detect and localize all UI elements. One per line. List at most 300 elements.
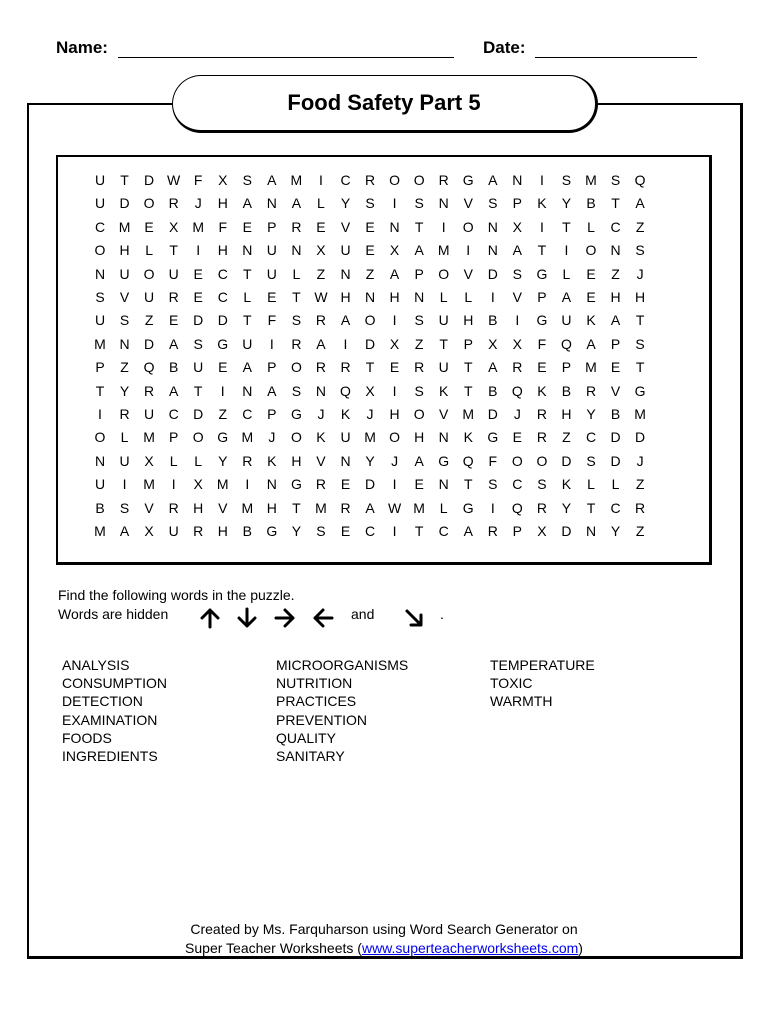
grid-letter: M	[143, 429, 155, 446]
grid-letter: T	[365, 359, 375, 376]
grid-letter: V	[463, 195, 473, 212]
grid-letter: F	[537, 335, 547, 352]
grid-letter: Z	[611, 265, 620, 282]
grid-letter: M	[364, 429, 376, 446]
word-list-item: SANITARY	[276, 748, 345, 765]
grid-letter: N	[438, 195, 449, 212]
grid-letter: I	[539, 218, 544, 235]
grid-letter: H	[119, 242, 130, 259]
grid-letter: U	[168, 523, 179, 539]
grid-letter: X	[512, 335, 523, 352]
grid-letter: C	[512, 476, 523, 493]
grid-letter: E	[242, 218, 252, 235]
grid-letter: N	[291, 242, 302, 259]
grid-letter: V	[119, 289, 130, 305]
grid-letter: L	[562, 265, 571, 282]
grid-letter: T	[292, 289, 301, 305]
grid-letter: O	[364, 312, 376, 329]
grid-letter: A	[561, 289, 572, 305]
grid-letter: X	[512, 218, 523, 235]
grid-letter: R	[512, 359, 523, 376]
grid-letter: U	[266, 242, 277, 259]
grid-letter: I	[171, 476, 176, 493]
grid-letter: E	[537, 359, 547, 376]
grid-letter: Y	[586, 406, 596, 422]
grid-letter: W	[314, 289, 328, 305]
grid-letter: V	[218, 499, 228, 516]
grid-letter: E	[316, 218, 326, 235]
grid-letter: S	[316, 523, 326, 539]
grid-letter: Y	[365, 452, 375, 469]
grid-letter: N	[242, 242, 253, 259]
footer-source	[0, 940, 768, 956]
grid-letter: G	[290, 406, 302, 422]
grid-letter: I	[245, 476, 250, 493]
grid-letter: R	[536, 429, 547, 446]
grid-letter: M	[437, 242, 450, 259]
grid-letter: H	[610, 289, 621, 305]
grid-letter: H	[217, 195, 228, 212]
grid-letter: R	[315, 476, 326, 493]
grid-letter: T	[169, 242, 178, 259]
grid-letter: P	[414, 265, 424, 282]
grid-letter: D	[119, 195, 130, 212]
grid-letter: N	[438, 476, 449, 493]
grid-letter: V	[144, 499, 154, 516]
grid-letter: H	[217, 242, 228, 259]
grid-letter: X	[365, 382, 375, 399]
grid-letter: S	[95, 289, 105, 305]
grid-letter: J	[366, 406, 374, 422]
grid-letter: R	[536, 499, 547, 516]
grid-letter: R	[315, 312, 326, 329]
grid-letter: H	[193, 499, 204, 516]
grid-letter: O	[511, 452, 523, 469]
grid-letter: S	[586, 452, 596, 469]
word-search-grid-box	[56, 155, 712, 565]
grid-letter: D	[487, 265, 498, 282]
grid-letter: V	[439, 406, 449, 422]
grid-letter: K	[316, 429, 326, 446]
grid-letter: B	[561, 382, 572, 399]
grid-letter: Y	[119, 382, 130, 399]
grid-letter: T	[243, 265, 252, 282]
grid-letter: O	[585, 242, 597, 259]
grid-letter: R	[438, 172, 449, 188]
grid-letter: M	[634, 406, 646, 422]
instructions-line1: Find the following words in the puzzle.	[58, 587, 295, 603]
grid-letter: I	[318, 172, 323, 188]
grid-letter: I	[98, 406, 102, 422]
grid-letter: U	[144, 289, 155, 305]
word-list-item: TEMPERATURE	[490, 657, 595, 673]
grid-letter: C	[242, 406, 253, 422]
grid-letter: S	[291, 312, 302, 329]
grid-letter: R	[193, 523, 204, 539]
grid-letter: K	[463, 429, 473, 446]
grid-letter: E	[193, 265, 203, 282]
grid-letter: J	[391, 452, 399, 469]
grid-letter: I	[490, 499, 495, 516]
grid-letter: K	[537, 382, 547, 399]
grid-letter: H	[217, 523, 228, 539]
grid-letter: H	[561, 406, 572, 422]
grid-letter: N	[94, 452, 106, 469]
grid-letter: E	[365, 218, 375, 235]
grid-letter: R	[168, 195, 179, 212]
instructions-and: and	[351, 606, 375, 622]
grid-letter: F	[193, 172, 203, 188]
grid-letter: N	[242, 382, 253, 399]
grid-letter: V	[316, 452, 326, 469]
grid-letter: M	[94, 335, 106, 352]
grid-letter: D	[144, 335, 155, 352]
grid-letter: T	[463, 359, 473, 376]
word-list-item: PRACTICES	[276, 693, 357, 710]
date-field[interactable]	[535, 57, 697, 58]
grid-letter: T	[414, 523, 424, 539]
grid-letter: M	[585, 172, 597, 188]
grid-letter: O	[389, 429, 401, 446]
grid-letter: U	[193, 359, 204, 376]
grid-letter: X	[537, 523, 547, 539]
grid-letter: N	[414, 289, 425, 305]
grid-letter: E	[168, 312, 179, 329]
grid-letter: U	[94, 312, 106, 329]
grid-letter: U	[438, 312, 449, 329]
grid-letter: L	[611, 476, 620, 493]
name-field[interactable]	[118, 57, 454, 58]
grid-letter: N	[487, 218, 498, 235]
grid-letter: U	[94, 195, 106, 212]
grid-letter: I	[466, 242, 471, 259]
grid-letter: Z	[365, 265, 375, 282]
grid-letter: L	[317, 195, 325, 212]
grid-letter: T	[193, 382, 203, 399]
grid-letter: A	[242, 195, 252, 212]
grid-letter: P	[267, 406, 277, 422]
grid-letter: E	[267, 289, 277, 305]
grid-letter: M	[118, 218, 131, 235]
grid-letter: E	[365, 242, 375, 259]
grid-letter: U	[119, 452, 130, 469]
grid-letter: E	[586, 265, 596, 282]
grid-letter: D	[217, 312, 228, 329]
footer-credit: Created by Ms. Farquharson using Word Search Generator on	[190, 921, 578, 937]
grid-letter: R	[364, 172, 376, 188]
grid-letter: S	[119, 499, 130, 516]
grid-letter: R	[635, 499, 646, 516]
word-list-item: NUTRITION	[276, 675, 353, 692]
grid-letter: Q	[511, 382, 523, 399]
grid-letter: B	[610, 406, 621, 422]
grid-letter: J	[636, 452, 644, 469]
grid-letter: S	[512, 265, 523, 282]
grid-letter: T	[562, 218, 571, 235]
grid-letter: O	[413, 172, 425, 188]
grid-letter: B	[168, 359, 179, 376]
header-row	[0, 38, 768, 62]
arrow-down-right-icon	[402, 606, 426, 630]
grid-letter: A	[119, 523, 130, 539]
grid-letter: G	[462, 499, 474, 516]
grid-letter: S	[635, 335, 645, 352]
grid-letter: U	[438, 359, 449, 376]
grid-letter: J	[636, 265, 644, 282]
grid-letter: R	[315, 359, 326, 376]
grid-letter: Q	[511, 499, 523, 516]
grid-letter: J	[317, 406, 325, 422]
grid-letter: R	[487, 523, 498, 539]
word-list-item: ANALYSIS	[62, 657, 130, 673]
word-list-item: EXAMINATION	[62, 711, 158, 728]
grid-letter: Z	[414, 335, 424, 352]
grid-letter: E	[414, 476, 424, 493]
grid-letter: K	[340, 406, 351, 422]
grid-letter: G	[217, 335, 229, 352]
grid-letter: G	[536, 265, 548, 282]
grid-letter: S	[291, 382, 302, 399]
grid-letter: O	[438, 265, 450, 282]
arrow-down-icon	[235, 606, 259, 630]
instructions-period: .	[440, 606, 444, 622]
grid-letter: R	[414, 359, 425, 376]
word-list-column-2	[276, 656, 408, 765]
grid-letter: X	[488, 335, 498, 352]
grid-letter: D	[561, 523, 572, 539]
grid-letter: Z	[144, 312, 154, 329]
grid-letter: C	[217, 265, 228, 282]
grid-letter: J	[268, 429, 276, 446]
grid-letter: T	[463, 382, 473, 399]
grid-letter: B	[586, 195, 596, 212]
grid-letter: A	[340, 312, 351, 329]
grid-letter: T	[635, 312, 645, 329]
grid-letter: T	[537, 242, 547, 259]
grid-letter: T	[635, 359, 645, 376]
grid-letter: Z	[635, 523, 645, 539]
grid-letter: Q	[462, 452, 474, 469]
grid-letter: A	[242, 359, 252, 376]
grid-letter: A	[635, 195, 645, 212]
grid-letter: Y	[291, 523, 302, 539]
grid-letter: C	[94, 218, 106, 235]
grid-letter: W	[387, 499, 402, 516]
grid-letter: I	[564, 242, 569, 259]
grid-letter: E	[610, 359, 621, 376]
word-list-item: INGREDIENTS	[62, 748, 158, 765]
grid-letter: T	[243, 312, 252, 329]
grid-letter: M	[143, 476, 155, 493]
grid-letter: H	[340, 289, 351, 305]
grid-letter: L	[587, 218, 595, 235]
grid-letter: R	[242, 452, 253, 469]
grid-letter: D	[364, 476, 376, 493]
grid-letter: S	[414, 312, 424, 329]
grid-letter: U	[94, 172, 106, 188]
grid-letter: A	[488, 172, 498, 188]
grid-letter: M	[315, 499, 327, 516]
grid-letter: R	[119, 406, 130, 422]
grid-letter: I	[269, 335, 274, 352]
grid-letter: P	[463, 335, 473, 352]
grid-letter: S	[488, 476, 498, 493]
grid-letter: M	[462, 406, 475, 422]
grid-letter: G	[634, 382, 646, 399]
grid-letter: I	[220, 382, 225, 399]
grid-letter: A	[168, 382, 179, 399]
grid-letter: I	[392, 195, 397, 212]
grid-letter: R	[168, 499, 179, 516]
grid-letter: S	[365, 195, 375, 212]
grid-letter: V	[610, 382, 621, 399]
grid-letter: N	[364, 289, 376, 305]
grid-letter: X	[218, 172, 228, 188]
grid-letter: H	[291, 452, 302, 469]
grid-letter: A	[586, 335, 596, 352]
grid-letter: P	[95, 359, 105, 376]
name-label: Name:	[56, 38, 108, 57]
arrow-right-icon	[273, 606, 297, 630]
grid-letter: D	[144, 172, 155, 188]
grid-letter: R	[291, 218, 302, 235]
grid-letter: I	[392, 382, 397, 399]
grid-letter: Y	[561, 195, 572, 212]
grid-letter: B	[488, 382, 498, 399]
word-list-item: TOXIC	[490, 675, 533, 692]
grid-letter: U	[242, 335, 253, 352]
grid-letter: T	[611, 195, 620, 212]
grid-letter: E	[144, 218, 154, 235]
grid-letter: H	[389, 289, 400, 305]
grid-letter: D	[635, 429, 646, 446]
grid-letter: S	[561, 172, 572, 188]
grid-letter: K	[537, 195, 547, 212]
grid-letter: E	[218, 359, 228, 376]
grid-letter: K	[561, 476, 572, 493]
grid-letter: E	[586, 289, 596, 305]
grid-letter: Q	[560, 335, 572, 352]
grid-letter: R	[144, 382, 155, 399]
grid-letter: X	[193, 476, 203, 493]
word-list-column-1	[62, 656, 167, 765]
grid-letter: A	[463, 523, 473, 539]
grid-letter: X	[389, 242, 400, 259]
grid-letter: E	[340, 476, 351, 493]
grid-letter: A	[414, 452, 424, 469]
grid-letter: A	[267, 382, 277, 399]
grid-letter: I	[122, 476, 127, 493]
grid-letter: I	[392, 523, 397, 539]
grid-letter: Y	[561, 499, 572, 516]
grid-letter: I	[196, 242, 201, 259]
grid-letter: P	[537, 289, 547, 305]
grid-letter: E	[193, 289, 203, 305]
arrow-up-icon	[198, 606, 222, 630]
grid-letter: L	[464, 289, 473, 305]
grid-letter: U	[340, 242, 351, 259]
grid-letter: U	[94, 476, 106, 493]
grid-letter: W	[167, 172, 181, 188]
grid-letter: L	[120, 429, 129, 446]
grid-letter: N	[119, 335, 130, 352]
grid-letter: L	[194, 452, 203, 469]
grid-letter: Q	[634, 172, 646, 188]
grid-letter: X	[389, 335, 400, 352]
grid-letter: H	[463, 312, 474, 329]
grid-letter: G	[487, 429, 499, 446]
grid-letter: S	[488, 195, 498, 212]
grid-letter: N	[487, 242, 498, 259]
grid-letter: E	[340, 523, 351, 539]
grid-letter: L	[587, 476, 595, 493]
grid-letter: U	[144, 406, 155, 422]
grid-letter: N	[266, 476, 277, 493]
grid-letter: N	[610, 242, 621, 259]
grid-letter: O	[143, 195, 155, 212]
grid-letter: P	[610, 335, 621, 352]
grid-letter: G	[266, 523, 278, 539]
grid-letter: E	[389, 359, 400, 376]
grid-letter: R	[291, 335, 302, 352]
grid-letter: X	[316, 242, 326, 259]
footer-link[interactable]: www.superteacherworksheets.com	[361, 940, 579, 956]
grid-letter: L	[292, 265, 301, 282]
grid-letter: Z	[316, 265, 326, 282]
grid-letter: Y	[218, 452, 228, 469]
grid-letter: O	[94, 242, 106, 259]
grid-letter: R	[340, 359, 351, 376]
grid-letter: J	[513, 406, 521, 422]
grid-letter: A	[389, 265, 400, 282]
grid-letter: M	[192, 218, 205, 235]
grid-letter: G	[462, 172, 474, 188]
grid-letter: S	[610, 172, 621, 188]
grid-letter: G	[536, 312, 548, 329]
grid-letter: A	[414, 242, 424, 259]
grid-letter: D	[193, 312, 204, 329]
word-list-item: WARMTH	[490, 693, 553, 710]
grid-letter: L	[243, 289, 252, 305]
grid-letter: H	[635, 289, 646, 305]
grid-letter: P	[512, 195, 523, 212]
grid-letter: R	[340, 499, 351, 516]
grid-letter: Y	[340, 195, 351, 212]
grid-letter: M	[241, 429, 254, 446]
grid-letter: H	[414, 429, 425, 446]
grid-letter: C	[610, 218, 621, 235]
grid-letter: Y	[610, 523, 621, 539]
grid-letter: Q	[143, 359, 155, 376]
grid-letter: D	[610, 452, 621, 469]
grid-letter: F	[267, 312, 277, 329]
grid-letter: S	[537, 476, 547, 493]
word-list-column-3	[490, 656, 595, 711]
grid-letter: A	[267, 172, 277, 188]
word-list-item: QUALITY	[276, 729, 336, 746]
grid-letter: T	[95, 382, 105, 399]
grid-letter: A	[168, 335, 179, 352]
word-list-item: MICROORGANISMS	[276, 657, 409, 673]
title-banner	[172, 75, 598, 133]
grid-letter: E	[512, 429, 523, 446]
grid-letter: M	[585, 359, 597, 376]
grid-letter: B	[242, 523, 252, 539]
grid-letter: Z	[120, 359, 129, 376]
grid-letter: R	[536, 406, 547, 422]
grid-letter: K	[586, 312, 596, 329]
grid-letter: C	[364, 523, 376, 539]
